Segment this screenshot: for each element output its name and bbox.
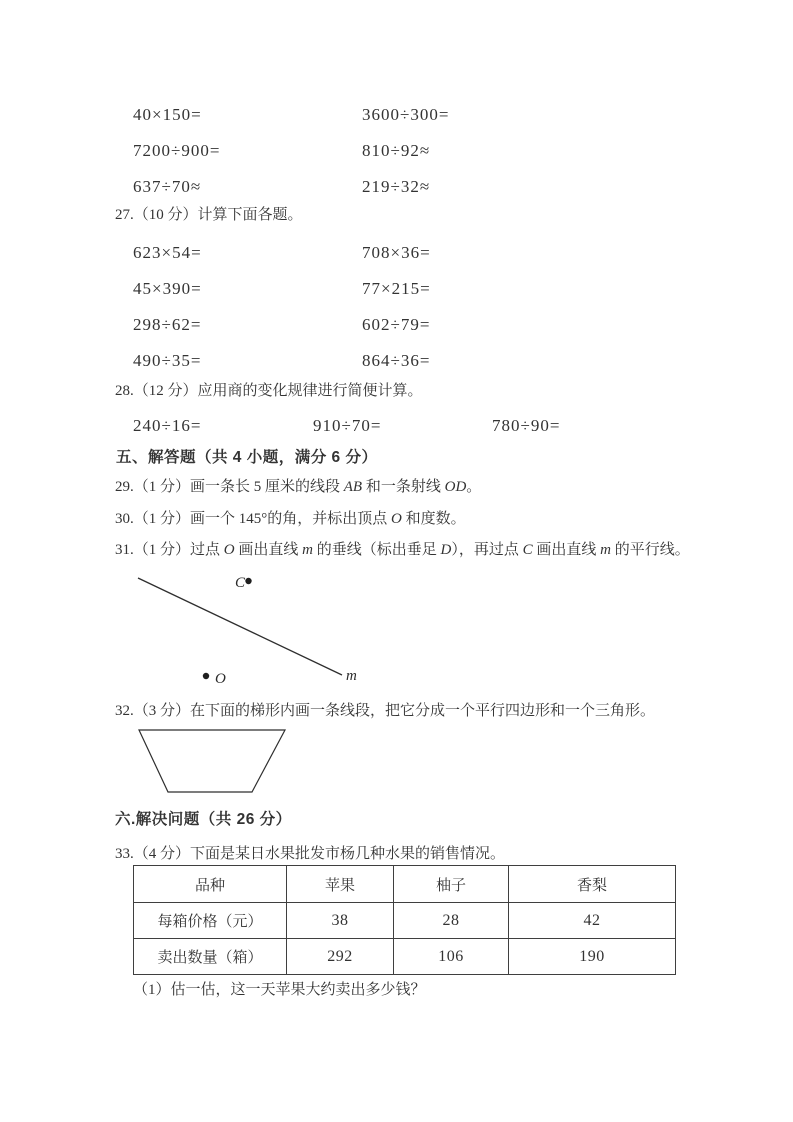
- table-header-cell: 苹果: [287, 866, 394, 903]
- line-m: [138, 578, 342, 675]
- question-32-label: 32.（3 分）在下面的梯形内画一条线段，把它分成一个平行四边形和一个三角形。: [115, 703, 656, 719]
- trapezoid-shape: [139, 730, 285, 792]
- math-expression: 45×390=: [133, 279, 202, 298]
- question-31-label: 31.（1 分）过点 O 画出直线 m 的垂线（标出垂足 D），再过点 C 画出直线 m 的平行线。: [115, 542, 690, 558]
- math-expression: 490÷35=: [133, 351, 202, 370]
- table-cell: 42: [509, 903, 676, 939]
- table-cell: 106: [394, 939, 509, 975]
- question-30-label: 30.（1 分）画一个 145°的角，并标出顶点 O 和度数。: [115, 511, 466, 527]
- question-33-label: 33.（4 分）下面是某日水果批发市杨几种水果的销售情况。: [115, 846, 506, 862]
- point-o-label: O: [215, 671, 226, 687]
- question-33-sub1: （1）估一估，这一天苹果大约卖出多少钱？: [133, 982, 426, 998]
- table-cell: 38: [287, 903, 394, 939]
- question-28-label: 28.（12 分）应用商的变化规律进行简便计算。: [115, 383, 423, 399]
- table-row-price: [134, 903, 676, 939]
- table-header-cell: 香梨: [509, 866, 676, 903]
- table-header-cell: 柚子: [394, 866, 509, 903]
- math-expression: 602÷79=: [362, 315, 431, 334]
- math-expression: 219÷32≈: [362, 177, 431, 196]
- table-cell: 每箱价格（元）: [134, 903, 287, 939]
- math-expression: 240÷16=: [133, 416, 202, 435]
- table-header-row: [134, 866, 676, 903]
- table-row-quantity: [134, 939, 676, 975]
- point-o-dot: [203, 673, 209, 679]
- math-expression: 298÷62=: [133, 315, 202, 334]
- table-cell: 292: [287, 939, 394, 975]
- math-expression: 910÷70=: [313, 416, 382, 435]
- question-29-label: 29.（1 分）画一条长 5 厘米的线段 AB 和一条射线 OD。: [115, 479, 482, 495]
- question-27-label: 27.（10 分）计算下面各题。: [115, 207, 303, 223]
- math-expression: 637÷70≈: [133, 177, 202, 196]
- figure-line-m: [100, 565, 380, 690]
- math-expression: 7200÷900=: [133, 141, 221, 160]
- math-expression: 40×150=: [133, 105, 202, 124]
- table-cell: 卖出数量（箱）: [134, 939, 287, 975]
- math-expression: 810÷92≈: [362, 141, 431, 160]
- math-expression: 3600÷300=: [362, 105, 450, 124]
- point-c-dot: [245, 578, 251, 584]
- math-expression: 623×54=: [133, 243, 202, 262]
- line-m-label: m: [346, 668, 357, 684]
- table-cell: 28: [394, 903, 509, 939]
- math-expression: 780÷90=: [492, 416, 561, 435]
- table-header-cell: 品种: [134, 866, 287, 903]
- figure-trapezoid: [130, 725, 300, 800]
- math-expression: 77×215=: [362, 279, 431, 298]
- section-6-title: 六.解决问题（共 26 分）: [115, 811, 292, 828]
- math-expression: 708×36=: [362, 243, 431, 262]
- section-5-title: 五、解答题（共 4 小题，满分 6 分）: [116, 449, 378, 466]
- point-c-label: C: [234, 575, 245, 591]
- math-expression: 864÷36=: [362, 351, 431, 370]
- table-cell: 190: [509, 939, 676, 975]
- fruit-sales-table: [133, 865, 676, 975]
